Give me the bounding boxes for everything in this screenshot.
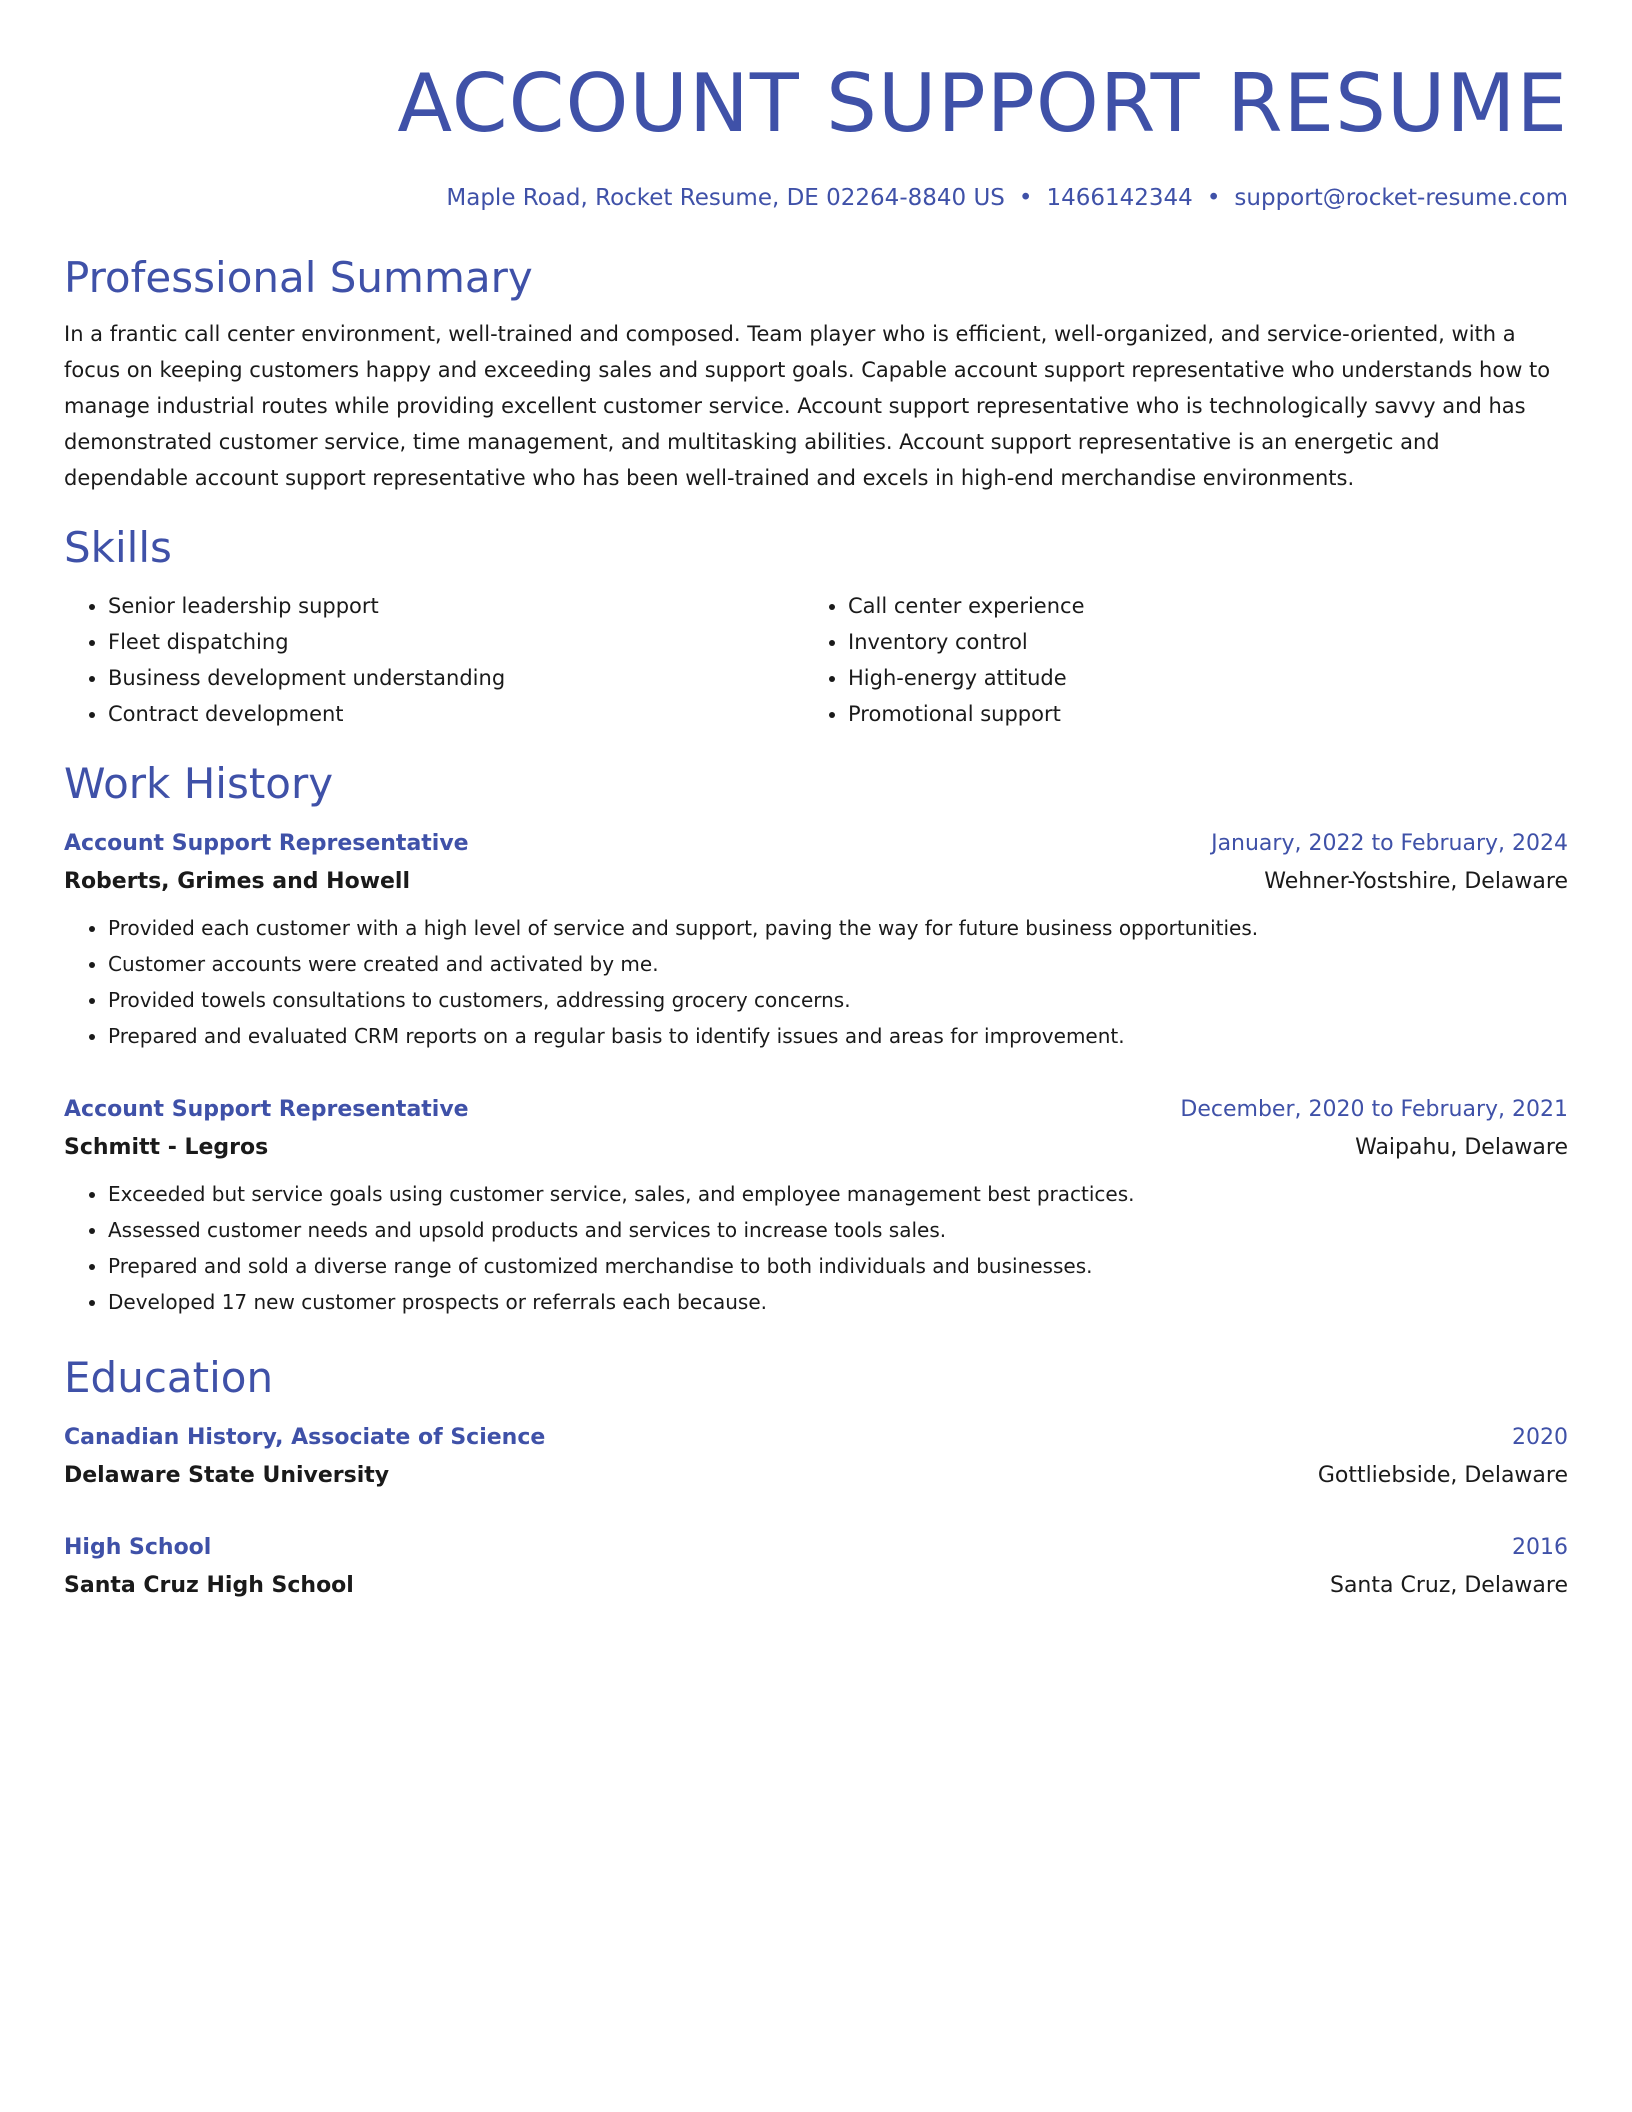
- skills-heading: Skills: [64, 523, 172, 572]
- education-entry: [64, 1422, 1568, 1492]
- job-subheader: [64, 1132, 1568, 1164]
- job-bullet: • Provided each customer with a high level of service and support, paving the way for future business opportunities.: [108, 910, 1568, 946]
- education-subheader: [64, 1570, 1568, 1602]
- contact-separator: •: [1206, 185, 1221, 211]
- job-role: Account Support Representative: [64, 831, 469, 856]
- education-subheader: [64, 1460, 1568, 1492]
- skills-list: [64, 588, 1568, 732]
- job-role: Account Support Representative: [64, 1097, 469, 1122]
- job-bullet: • Prepared and evaluated CRM reports on a regular basis to identify issues and areas for improvement.: [108, 1018, 1568, 1054]
- job-header: [64, 1094, 1568, 1126]
- job-bullet: • Exceeded but service goals using customer service, sales, and employee management best practices.: [108, 1176, 1568, 1212]
- job-bullets: [64, 1176, 1568, 1320]
- education-location: Gottliebside, Delaware: [1317, 1463, 1568, 1488]
- education-year: 2016: [1512, 1535, 1568, 1560]
- job-location: Waipahu, Delaware: [1355, 1135, 1568, 1160]
- job-dates: January, 2022 to February, 2024: [1211, 831, 1568, 856]
- job-company: Roberts, Grimes and Howell: [64, 869, 411, 894]
- skills-column-right: [804, 588, 1544, 732]
- job-bullet: • Prepared and sold a diverse range of customized merchandise to both individuals and businesses.: [108, 1248, 1568, 1284]
- job-entry: [64, 828, 1568, 1054]
- job-bullet: • Provided towels consultations to customers, addressing grocery concerns.: [108, 982, 1568, 1018]
- address-text: Maple Road, Rocket Resume, DE 02264-8840 US: [446, 185, 1005, 211]
- skill-item: • Call center experience: [848, 588, 1544, 624]
- job-location: Wehner-Yostshire, Delaware: [1264, 869, 1568, 894]
- education-degree: Canadian History, Associate of Science: [64, 1425, 546, 1450]
- skill-item: • Inventory control: [848, 624, 1544, 660]
- resume-title: ACCOUNT SUPPORT RESUME: [397, 57, 1568, 150]
- phone-text: 1466142344: [1046, 185, 1193, 211]
- job-bullet: • Developed 17 new customer prospects or referrals each because.: [108, 1284, 1568, 1320]
- skill-item: • Promotional support: [848, 696, 1544, 732]
- education-header: [64, 1422, 1568, 1454]
- education-header: [64, 1532, 1568, 1564]
- job-dates: December, 2020 to February, 2021: [1180, 1097, 1568, 1122]
- summary-text: In a frantic call center environment, well-trained and composed. Team player who is efficient, well-organized, and service-oriented, with a focus on keeping customers happy and exceeding sales and support goals. Capable account support representative who understands how to manage industrial routes while providing excellent customer service. Account support representative who is technologically savvy and has demonstrated customer service, time management, and multitasking abilities. Account support representative is an energetic and dependable account support representative who has been well-trained and excels in high-end merchandise environments.: [64, 322, 1551, 490]
- education-entry: [64, 1532, 1568, 1602]
- contact-separator: •: [1018, 185, 1033, 211]
- skill-item: • Senior leadership support: [108, 588, 804, 624]
- skill-item: • Business development understanding: [108, 660, 804, 696]
- education-heading: Education: [64, 1353, 274, 1402]
- job-subheader: [64, 866, 1568, 898]
- summary-heading: Professional Summary: [64, 253, 533, 302]
- email-link[interactable]: support@rocket-resume.com: [1234, 185, 1568, 211]
- job-company: Schmitt - Legros: [64, 1135, 269, 1160]
- education-school: Santa Cruz High School: [64, 1573, 354, 1598]
- skill-item: • Contract development: [108, 696, 804, 732]
- education-school: Delaware State University: [64, 1463, 390, 1488]
- education-year: 2020: [1512, 1425, 1568, 1450]
- skills-column-left: [64, 588, 804, 732]
- work-history-heading: Work History: [64, 759, 334, 808]
- job-bullet: • Assessed customer needs and upsold products and services to increase tools sales.: [108, 1212, 1568, 1248]
- skill-item: • High-energy attitude: [848, 660, 1544, 696]
- job-bullet: • Customer accounts were created and activated by me.: [108, 946, 1568, 982]
- job-bullets: [64, 910, 1568, 1054]
- skill-item: • Fleet dispatching: [108, 624, 804, 660]
- job-entry: [64, 1094, 1568, 1320]
- education-location: Santa Cruz, Delaware: [1329, 1573, 1568, 1598]
- job-header: [64, 828, 1568, 860]
- contact-line: [64, 182, 1568, 214]
- education-degree: High School: [64, 1535, 212, 1560]
